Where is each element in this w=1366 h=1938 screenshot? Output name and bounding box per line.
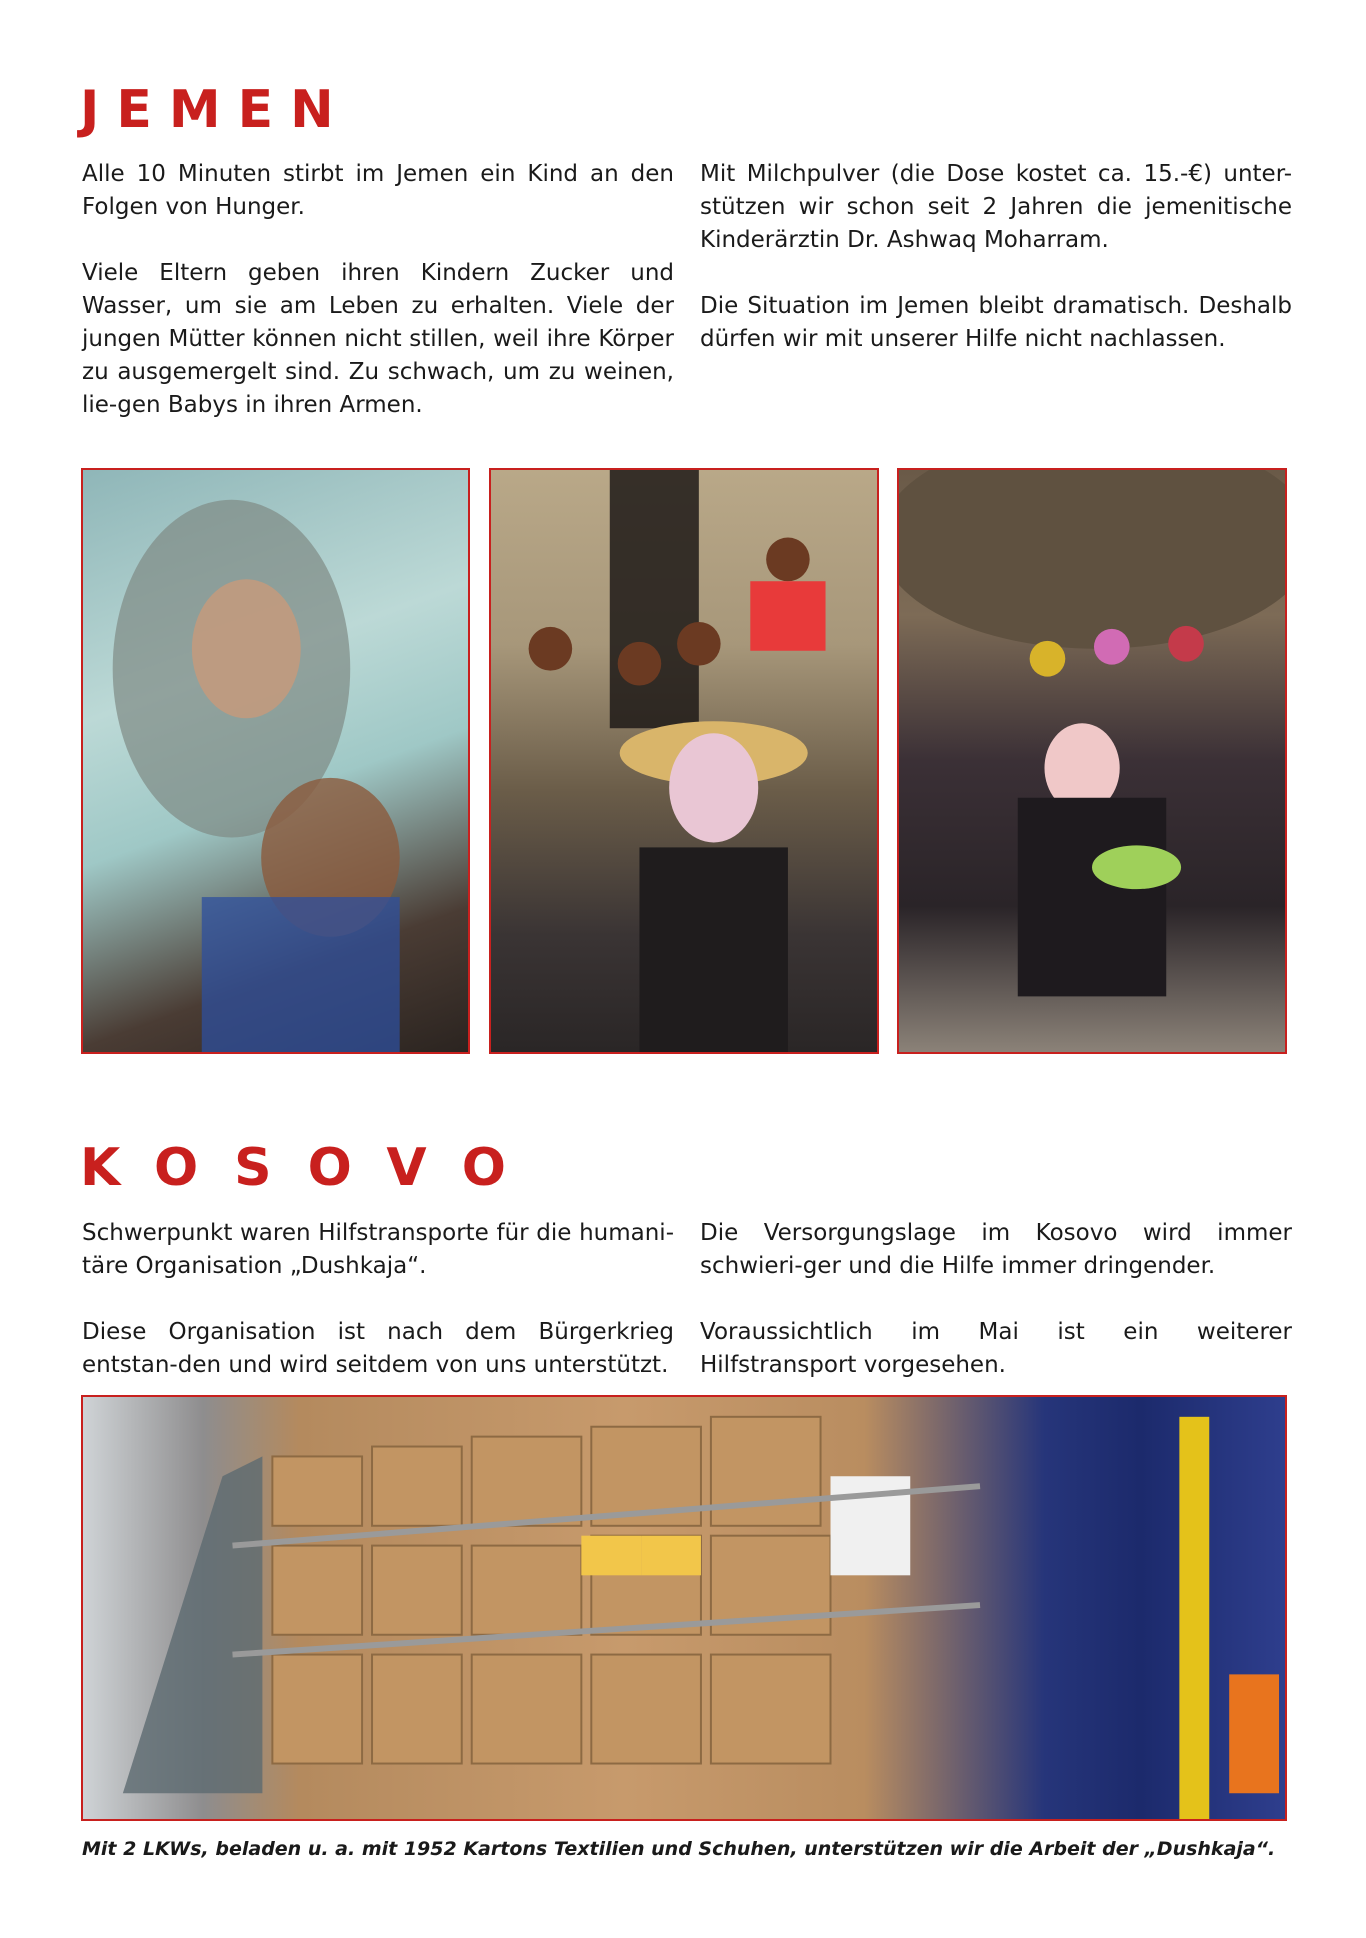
photo-loaded-truck (81, 1395, 1287, 1821)
jemen-right-column (700, 158, 1292, 356)
photo-women-and-babies-at-hut (897, 468, 1287, 1054)
photo-mother-with-malnourished-child (81, 468, 470, 1054)
kosovo-paragraph: Schwerpunkt waren Hilfstransporte für die humani-täre Organisation „Dushkaja“. (82, 1220, 674, 1279)
kosovo-paragraph: Diese Organisation ist nach dem Bürgerkrieg entstan-den und wird seitdem von uns unterstützt. (82, 1319, 674, 1378)
kosovo-paragraph: Voraussichtlich im Mai ist ein weiterer Hilfstransport vorgesehen. (700, 1319, 1292, 1378)
photo-doctor-with-children (489, 468, 879, 1054)
jemen-paragraph: Mit Milchpulver (die Dose kostet ca. 15.-€) unter-stützen wir schon seit 2 Jahren die jemenitische Kinderärztin Dr. Ashwaq Moharram. (700, 161, 1292, 253)
jemen-paragraph: Die Situation im Jemen bleibt dramatisch. Deshalb dürfen wir mit unserer Hilfe nicht nachlassen. (700, 293, 1292, 352)
jemen-paragraph: Alle 10 Minuten stirbt im Jemen ein Kind an den Folgen von Hunger. (82, 161, 674, 220)
photo-caption: Mit 2 LKWs, beladen u. a. mit 1952 Kartons Textilien und Schuhen, unterstützen wir die Arbeit der „Dushkaja“. (82, 1838, 1276, 1860)
section-heading-jemen: JEMEN (80, 80, 351, 140)
kosovo-left-column (82, 1217, 674, 1382)
jemen-paragraph: Viele Eltern geben ihren Kindern Zucker und Wasser, um sie am Leben zu erhalten. Viele der jungen Mütter können nicht stillen, weil ihre Körper zu ausgemergelt sind. Zu schwach, um zu weinen, lie-gen Babys in ihren Armen. (82, 260, 674, 418)
kosovo-paragraph: Die Versorgungslage im Kosovo wird immer schwieri-ger und die Hilfe immer dringender. (700, 1220, 1292, 1279)
kosovo-right-column (700, 1217, 1292, 1382)
section-heading-kosovo: KOSOVO (80, 1138, 542, 1198)
jemen-left-column (82, 158, 674, 422)
